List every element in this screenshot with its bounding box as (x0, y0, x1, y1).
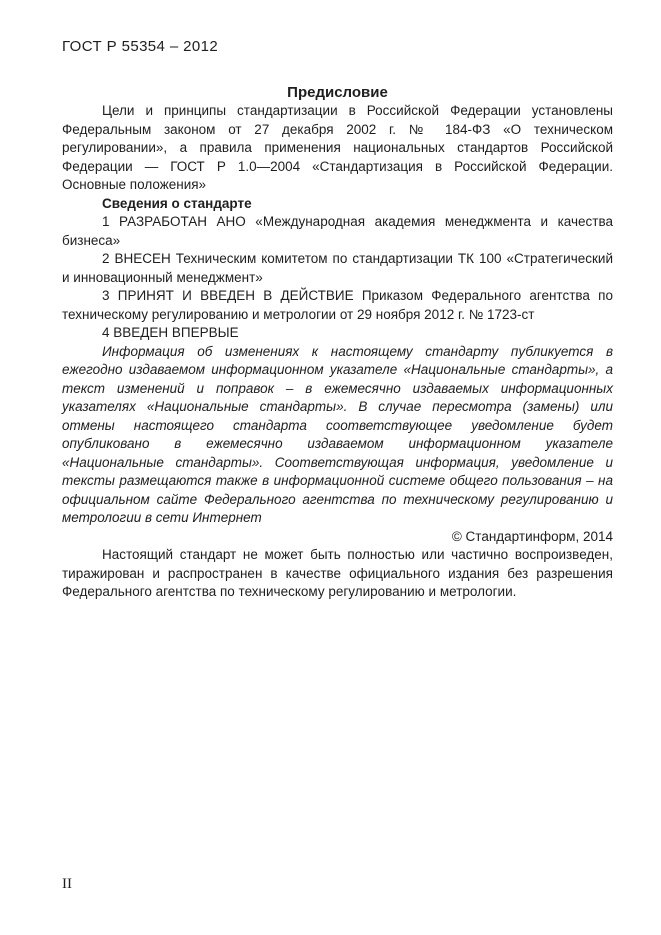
standard-info-heading: Сведения о стандарте (102, 195, 252, 211)
intro-paragraph: Цели и принципы стандартизации в Российской Федерации установлены Федеральным законом от 27 декабря 2002 г. № 184-ФЗ «О техническом регулировании», а правила применения национальных стандартов Российской Федерации — ГОСТ Р 1.0—2004 «Стандартизация в Российской Федерации. Основные положения» (62, 103, 613, 192)
page-number: II (62, 876, 72, 892)
doc-number: ГОСТ Р 55354 – 2012 (62, 38, 219, 55)
standard-info-item-first-introduced: 4 ВВЕДЕН ВПЕРВЫЕ (102, 325, 239, 340)
copyright-line: © Стандартинформ, 2014 (451, 528, 613, 544)
amendments-notice: Информация об изменениях к настоящему стандарту публикуется в ежегодно издаваемом информационном указателе «Национальные стандарты», а текст изменений и поправок – в ежемесячно издаваемых информационных указателях «Национальные стандарты». В случае пересмотра (замены) или отмены настоящего стандарта соответствующее уведомление будет опубликовано в ежемесячно издаваемом информационном указателе «Национальные стандарты». Соответствующая информация, уведомление и тексты размещаются также в информационной системе общего пользования – на официальном сайте Федерального агентства по техническому регулированию и метрологии в сети Интернет (62, 343, 613, 525)
reproduction-notice: Настоящий стандарт не может быть полностью или частично воспроизведен, тиражирован и распространен в качестве официального издания без разрешения Федерального агентства по техническому регулированию и метрологии. (62, 547, 613, 599)
standard-info-item-developed: 1 РАЗРАБОТАН АНО «Международная академия менеджмента и качества бизнеса» (62, 214, 613, 248)
page-content (62, 84, 613, 602)
standard-info-item-approved: 3 ПРИНЯТ И ВВЕДЕН В ДЕЙСТВИЕ Приказом Федерального агентства по техническому регулированию и метрологии от 29 ноября 2012 г. № 1723-ст (62, 288, 613, 322)
standard-info-item-submitted: 2 ВНЕСЕН Техническим комитетом по стандартизации ТК 100 «Стратегический и инновационный менеджмент» (62, 251, 613, 285)
page-title: Предисловие (287, 84, 388, 101)
